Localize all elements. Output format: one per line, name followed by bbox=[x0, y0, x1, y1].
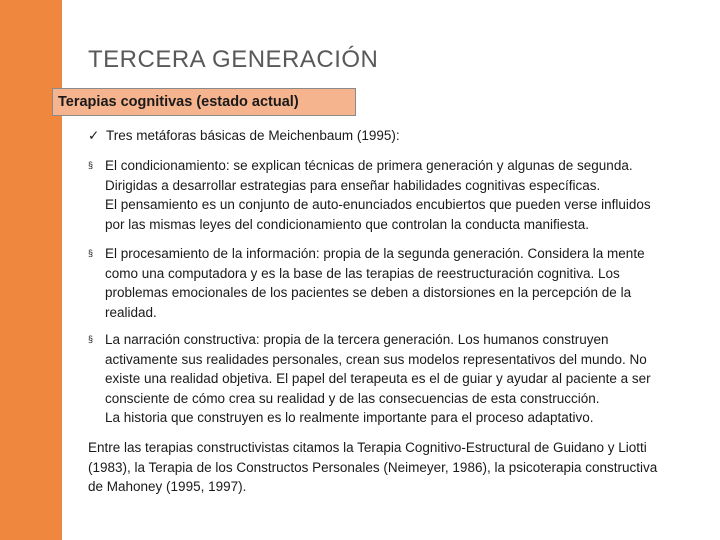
intro-text: Tres metáforas básicas de Meichenbaum (1995): bbox=[106, 128, 400, 143]
bullet-icon: § bbox=[88, 160, 94, 170]
closing-paragraph bbox=[88, 438, 703, 497]
item-line: existe una realidad objetiva. El papel del terapeuta es el de guiar y ayudar al paciente a ser bbox=[105, 371, 651, 386]
closing-line: Entre las terapias constructivistas citamos la Terapia Cognitivo-Estructural de Guidano y Liotti bbox=[88, 440, 647, 455]
item-line: La historia que construyen es lo realmente importante para el proceso adaptativo. bbox=[105, 410, 594, 425]
item-line: El pensamiento es un conjunto de auto-enunciados encubiertos que pueden verse influidos bbox=[105, 197, 651, 212]
bullet-icon: § bbox=[88, 334, 94, 344]
item-line: : propia de la tercera generación. Los humanos construyen bbox=[255, 332, 609, 347]
item-line: por las mismas leyes del condicionamiento que controlan la conducta manifiesta. bbox=[105, 216, 590, 232]
slide-title: TERCERA GENERACIÓN bbox=[88, 46, 379, 73]
list-item-narracion bbox=[88, 330, 703, 428]
accent-side-bar bbox=[0, 0, 62, 540]
subtitle-box: Terapias cognitivas (estado actual) bbox=[52, 88, 356, 116]
closing-line: de Mahoney (1995, 1997). bbox=[88, 479, 247, 494]
closing-line: (1983), la Terapia de los Constructos Personales (Neimeyer, 1986), la psicoterapia constructiva bbox=[88, 459, 658, 475]
list-item-procesamiento bbox=[88, 244, 703, 322]
item-line: como una computadora y es la base de las terapias de reestructuración cognitiva. Los bbox=[105, 265, 620, 281]
item-line: problemas emocionales de los pacientes se deben a distorsiones en la percepción de la bbox=[105, 285, 632, 300]
item-term: El procesamiento de la información bbox=[105, 246, 316, 261]
item-term: El condicionamiento bbox=[105, 158, 226, 173]
item-line: activamente sus realidades personales, crean sus modelos representativos del mundo. No bbox=[105, 351, 647, 367]
bullet-icon: § bbox=[88, 248, 94, 258]
item-first-line bbox=[105, 156, 703, 176]
checkmark-icon: ✓ bbox=[88, 128, 100, 143]
item-line: consciente de cómo crea su realidad y de las consecuencias de esta construcción. bbox=[105, 390, 600, 406]
item-line: realidad. bbox=[105, 304, 157, 320]
item-line: : propia de la segunda generación. Considera la mente bbox=[315, 246, 645, 261]
item-line: Dirigidas a desarrollar estrategias para enseñar habilidades cognitivas específicas. bbox=[105, 177, 601, 193]
item-line: : se explican técnicas de primera generación y algunas de segunda. bbox=[225, 158, 633, 173]
list-item-condicionamiento bbox=[88, 156, 703, 234]
intro-line bbox=[88, 128, 400, 144]
item-first-line bbox=[105, 244, 703, 264]
item-term: La narración constructiva bbox=[105, 332, 256, 347]
item-first-line bbox=[105, 330, 703, 350]
